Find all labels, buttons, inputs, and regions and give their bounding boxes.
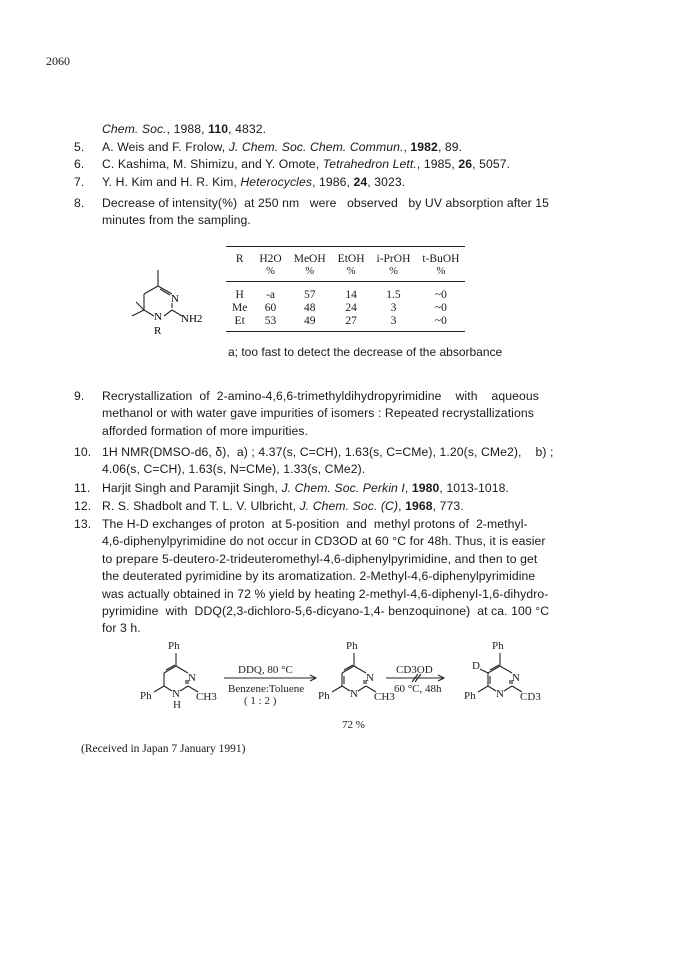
table-cell: 60	[264, 301, 277, 314]
reference-number: 8.	[74, 196, 85, 210]
reference-text	[102, 156, 634, 173]
reaction-scheme	[140, 636, 560, 736]
reference-item	[74, 139, 634, 156]
reference-number: 10.	[74, 445, 92, 459]
trideuteromethyl-label: CD3	[520, 691, 541, 703]
table-cell: ~0	[434, 301, 447, 314]
table-unit-cell: %	[253, 265, 287, 282]
nitrogen-label: N	[496, 688, 504, 700]
deuterium-label: D	[472, 660, 480, 672]
reference-fragment: C. Kashima, M. Shimizu, and Y. Omote,	[102, 157, 323, 172]
received-date: (Received in Japan 7 January 1991)	[81, 743, 246, 755]
table-cell: 49	[288, 314, 332, 332]
reference-text-line: was actually obtained in 72 % yield by heating 2-methyl-4,6-diphenyl-1,6-dihydro-	[102, 586, 549, 601]
table-cell: ~0	[434, 288, 447, 301]
table-header-cell: i-PrOH	[371, 247, 417, 266]
reference-number: 5.	[74, 139, 85, 154]
dihydropyrimidine-structure	[110, 258, 220, 350]
table-row	[226, 247, 465, 266]
table-cell: ~0	[416, 314, 465, 332]
journal-name: J. Chem. Soc. Chem. Commun.	[228, 139, 404, 154]
hydrogen-label: H	[173, 699, 181, 711]
reference-text-line: 1H NMR(DMSO-d6, δ), a) ; 4.37(s, C=CH), 1.63(s, C=CMe), 1.20(s, CMe2), b) ;	[102, 445, 554, 459]
amino-label: NH2	[181, 313, 203, 325]
table-unit-cell: %	[371, 265, 417, 282]
ring-nitrogen-label: N	[171, 293, 179, 305]
table-cell: H	[235, 288, 244, 301]
reference-item	[74, 480, 634, 497]
table-header-cell: MeOH	[288, 247, 332, 266]
reference-item	[74, 498, 634, 515]
reference-text-line: Recrystallization of 2-amino-4,6,6-trimethyldihydropyrimidine with aqueous	[102, 389, 539, 403]
table-cell: 24	[345, 301, 357, 314]
ring-nitrogen-label: N	[154, 311, 162, 323]
volume-or-year: 24	[353, 174, 368, 189]
reference-8	[74, 195, 634, 230]
reference-fragment: , 3023.	[367, 174, 406, 189]
reference-fragment: ,	[403, 139, 411, 154]
nitrogen-label: N	[512, 672, 520, 684]
reference-9	[74, 388, 634, 440]
table-row	[226, 301, 465, 314]
r-substituent-label: R	[154, 325, 162, 337]
solvent-table	[226, 246, 465, 332]
reference-number: 7.	[74, 174, 85, 189]
table-header-cell: R	[226, 247, 253, 266]
reference-text-line: methanol or with water gave impurities of isomers : Repeated recrystallizations	[102, 406, 534, 421]
table-cell: -a	[266, 288, 275, 301]
volume-or-year: 1968	[405, 498, 433, 513]
reference-text	[102, 139, 634, 156]
reference-text-line: for 3 h.	[102, 621, 141, 636]
table-header-cell: H2O	[253, 247, 287, 266]
reference-fragment: , 1985,	[416, 157, 459, 172]
reference-13	[74, 516, 634, 638]
table-row	[226, 282, 465, 302]
phenyl-label: Ph	[492, 640, 504, 652]
reference-number: 11.	[74, 481, 91, 495]
reference-text-line: to prepare 5-deutero-2-trideuteromethyl-4,6-diphenylpyrimidine, and then to get	[102, 551, 538, 566]
reference-number: 13.	[74, 517, 92, 531]
reference-item	[74, 156, 634, 173]
reference-fragment: , 773.	[432, 498, 464, 513]
volume-or-year: 1982	[410, 139, 438, 154]
reference-fragment: , 1986,	[312, 174, 354, 189]
table-row	[226, 265, 465, 282]
table-cell: 1.5	[386, 288, 401, 301]
reference-number: 6.	[74, 157, 85, 172]
table-unit-cell: %	[288, 265, 332, 282]
journal-name: J. Chem. Soc. Perkin I	[281, 481, 405, 495]
table-footnote: a; too fast to detect the decrease of the absorbance	[228, 345, 503, 359]
reference-text	[102, 174, 634, 191]
condition-label: 60 °C, 48h	[394, 683, 442, 695]
reference-text-line: pyrimidine with DDQ(2,3-dichloro-5,6-dicyano-1,4- benzoquinone) at ca. 100 °C	[102, 604, 550, 619]
table-cell: 3	[390, 301, 397, 314]
phenyl-label: Ph	[140, 690, 152, 702]
reference-10	[74, 444, 634, 479]
nitrogen-label: N	[188, 672, 196, 684]
reference-fragment: Y. H. Kim and H. R. Kim,	[102, 174, 241, 189]
reference-text-line: Decrease of intensity(%) at 250 nm were observed by UV absorption after 15	[102, 196, 550, 210]
table-cell: Et	[226, 314, 253, 332]
reference-fragment: Harjit Singh and Paramjit Singh,	[102, 481, 282, 495]
volume-or-year: 26	[458, 157, 473, 172]
table-cell: 14	[345, 288, 357, 301]
reference-number: 12.	[74, 498, 92, 513]
table-cell: Me	[232, 301, 248, 314]
reference-text-line: The H-D exchanges of proton at 5-position and methyl protons of 2-methyl-	[102, 517, 528, 531]
table-cell: 48	[303, 301, 316, 314]
volume-or-year: 1980	[411, 481, 440, 495]
journal-name: Tetrahedron Lett.	[322, 157, 417, 172]
reference-fragment: , 1013-1018.	[439, 481, 510, 495]
yield-label: 72 %	[342, 719, 365, 731]
table-row	[226, 314, 465, 332]
methyl-label: CH3	[196, 691, 217, 703]
reagent-label: DDQ, 80 °C	[238, 664, 293, 676]
phenyl-label: Ph	[168, 640, 180, 652]
reference-text-line: minutes from the sampling.	[102, 213, 251, 228]
table-unit-cell: %	[332, 265, 371, 282]
reference-text-line: 4.06(s, C=CH), 1.63(s, N=CMe), 1.33(s, CMe2).	[102, 462, 366, 477]
phenyl-label: Ph	[464, 690, 476, 702]
table-cell: 27	[332, 314, 371, 332]
page-number: 2060	[46, 54, 70, 68]
reference-item	[74, 121, 634, 138]
nitrogen-label: N	[366, 672, 374, 684]
methyl-label: CH3	[374, 691, 395, 703]
reference-text-line: afforded formation of more impurities.	[102, 423, 309, 438]
reference-fragment: R. S. Shadbolt and T. L. V. Ulbricht,	[102, 498, 300, 513]
solvent-ratio-label: ( 1 : 2 )	[244, 695, 277, 707]
phenyl-label: Ph	[318, 690, 330, 702]
reference-text	[102, 121, 634, 138]
reference-text-line: 4,6-diphenylpyrimidine do not occur in CD3OD at 60 °C for 48h. Thus, it is easier	[102, 534, 546, 549]
nitrogen-label: N	[350, 688, 358, 700]
reference-fragment: ,	[398, 498, 406, 513]
solvent-label: Benzene:Toluene	[228, 683, 305, 695]
reference-number: 9.	[74, 389, 85, 403]
reference-text	[102, 498, 634, 515]
table-cell: 57	[303, 288, 316, 301]
table-cell: 53	[253, 314, 287, 332]
table-unit-cell	[226, 265, 253, 282]
reference-fragment: ,	[404, 481, 412, 495]
reference-fragment: , 4832.	[228, 122, 267, 136]
reference-text-line: the deuterated pyrimidine by its aromatization. 2-Methyl-4,6-diphenylpyrimidine	[102, 569, 536, 584]
reference-item	[74, 174, 634, 191]
reference-fragment: , 1988,	[166, 122, 209, 136]
reference-fragment: , 89.	[437, 139, 463, 154]
table-cell: 3	[371, 314, 417, 332]
phenyl-label: Ph	[346, 640, 358, 652]
reference-fragment: A. Weis and F. Frolow,	[102, 139, 229, 154]
table-header-cell: EtOH	[332, 247, 371, 266]
table-header-cell: t-BuOH	[416, 247, 465, 266]
nitrogen-label: N	[172, 688, 180, 700]
journal-name: Chem. Soc.	[102, 122, 167, 136]
reference-text	[102, 480, 634, 497]
journal-name: Heterocycles	[240, 174, 313, 189]
volume-or-year: 110	[208, 122, 229, 136]
journal-name: J. Chem. Soc. (C)	[299, 498, 399, 513]
reagent-label: CD3OD	[396, 664, 433, 676]
reference-fragment: , 5057.	[472, 157, 511, 172]
table-unit-cell: %	[416, 265, 465, 282]
